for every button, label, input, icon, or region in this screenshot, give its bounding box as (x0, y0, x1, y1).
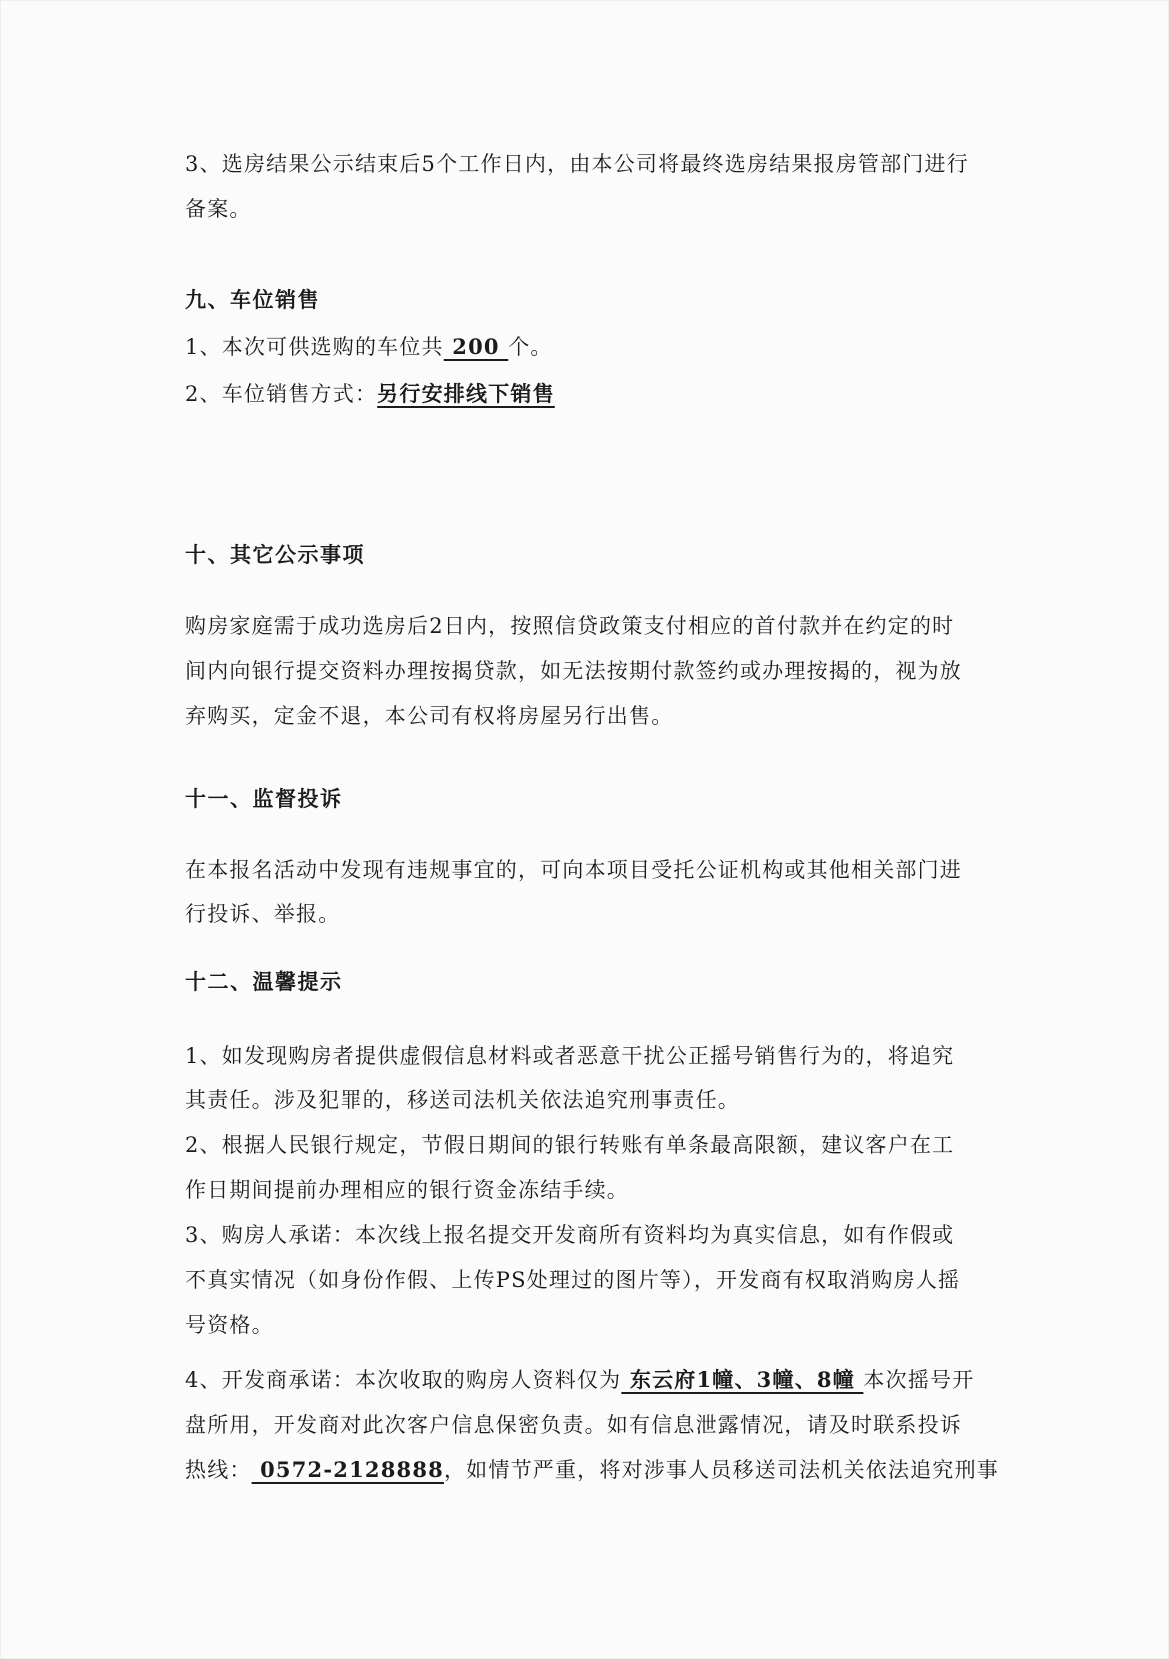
section-10-heading: 十、其它公示事项 (185, 542, 365, 567)
sec10-line-1: 购房家庭需于成功选房后2日内，按照信贷政策支付相应的首付款并在约定的时 (185, 614, 955, 638)
hotline-number: 0572-2128888 (251, 1457, 444, 1482)
sec10-line-2: 间内向银行提交资料办理按揭贷款，如无法按期付款签约或办理按揭的，视为放 (185, 659, 962, 683)
sec12-item1-line2: 其责任。涉及犯罪的，移送司法机关依法追究刑事责任。 (185, 1088, 740, 1112)
sec9-item2 (185, 380, 555, 408)
section-9-heading: 九、车位销售 (185, 287, 320, 312)
section-11-heading: 十一、监督投诉 (185, 786, 343, 811)
sec12-item4-line1 (185, 1366, 974, 1394)
sec10-line-3: 弃购买，定金不退，本公司有权将房屋另行出售。 (185, 704, 674, 728)
sec12-item4-line3-rest: ，如情节严重，将对涉事人员移送司法机关依法追究刑事 (443, 1458, 999, 1482)
sec12-item4-line2: 盘所用，开发商对此次客户信息保密负责。如有信息泄露情况，请及时联系投诉 (185, 1413, 962, 1437)
sec11-line-1: 在本报名活动中发现有违规事宜的，可向本项目受托公证机构或其他相关部门进 (185, 858, 962, 882)
sec12-item3-line2: 不真实情况（如身份作假、上传PS处理过的图片等），开发商有权取消购房人摇 (185, 1268, 961, 1292)
sec12-item4-suffix: 本次摇号开 (863, 1368, 975, 1392)
sec9-item1-suffix: 个。 (508, 335, 553, 359)
sec12-item1-line1: 1、如发现购房者提供虚假信息材料或者恶意干扰公正摇号销售行为的，将追究 (185, 1044, 955, 1068)
sec9-item2-text: 2、车位销售方式： (185, 382, 378, 406)
hotline-label: 热线： (185, 1458, 252, 1482)
sec12-item4-line3 (185, 1456, 999, 1484)
sec9-item1 (185, 333, 553, 361)
sec9-item1-text: 1、本次可供选购的车位共 (185, 335, 444, 359)
sec12-item3-line1: 3、购房人承诺：本次线上报名提交开发商所有资料均为真实信息，如有作假或 (185, 1223, 955, 1247)
section-12-heading: 十二、温馨提示 (185, 969, 343, 994)
sec9-prev-item3-line1: 3、选房结果公示结束后5个工作日内，由本公司将最终选房结果报房管部门进行 (185, 152, 969, 176)
sec12-item4-text: 4、开发商承诺：本次收取的购房人资料仅为 (185, 1368, 622, 1392)
sec12-item2-line2: 作日期间提前办理相应的银行资金冻结手续。 (185, 1178, 629, 1202)
parking-sale-method: 另行安排线下销售 (377, 381, 555, 406)
sec11-line-2: 行投诉、举报。 (185, 902, 341, 926)
project-buildings: 东云府1幢、3幢、8幢 (621, 1367, 864, 1392)
sec9-prev-item3-line2: 备案。 (185, 197, 252, 221)
sec12-item2-line1: 2、根据人民银行规定，节假日期间的银行转账有单条最高限额，建议客户在工 (185, 1133, 955, 1157)
parking-count: 200 (443, 334, 509, 359)
sec12-item3-line3: 号资格。 (185, 1313, 274, 1337)
